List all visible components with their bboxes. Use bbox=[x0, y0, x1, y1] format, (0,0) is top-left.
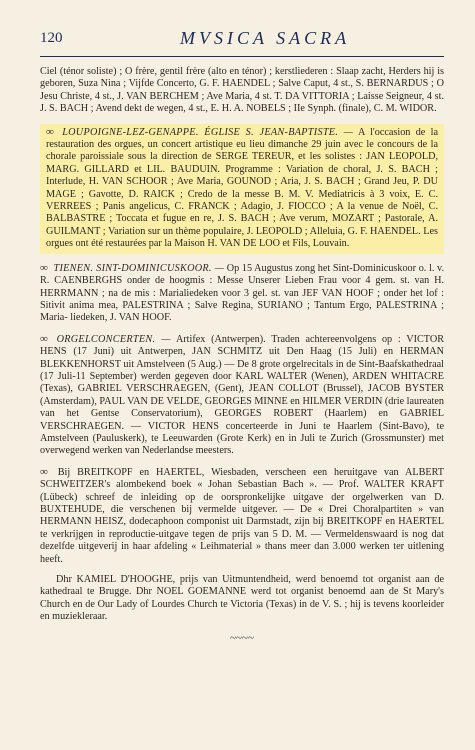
section-body-orgelconcerten: Artifex (Antwerpen). Traden achtereenvolgens op : VICTOR HENS (17 Juni) uit Antwerpen, JAN SCHMITZ uit Den Haag (15 Juli) en HERMAN BLEKKENHORST uit Amstelveen (5 Aug.) — De 8 grote orgelrecitals in de Sint-Baafskathedraal (17 Juli-11 September) werden gegeven door KARL WALTER (Wenen), ARDEN WHITACRE (Texas), GABRIEL VERSCHRAEGEN, (Gent), JEAN COLLOT (Brussel), JACOB BYSTER (Amsterdam), PAUL VAN DE VELDE, GEORGES MINNE en HILMER VERDIN (drie laureaten van het Gentse Conservatorium), GEORGES ROBERT (Haarlem) en GABRIEL VERSCHRAEGEN. — VICTOR HENS concerteerde in Juni te Haarlem (Sint-Bavo), te Amstelveen (Pauluskerk), te Leeuwarden (Grote Kerk) en in Juli te Zurich (Grossmunster) met overwegend werken van Nederlandse meesters. bbox=[40, 333, 445, 457]
paragraph-breitkopf bbox=[40, 466, 444, 566]
section-heading-orgelconcerten: ORGELCONCERTEN. — bbox=[56, 333, 171, 345]
paragraph-continued: Ciel (ténor soliste) ; O frère, gentil frère (alto en ténor) ; kerstliederen : Slaap zacht, Herders hij is geboren, Suza Nina ; Vijfde Concerto, G. F. HAENDEL ; Salve Caput, 4 st., S. BERNARDUS ; O Jesu Christe, 4 st., J. VAN BERCHEM ; Ave Maria, 4 st. T. DA VITTORIA ; Laisse Seigneur, 4 st. J. S. BACH ; Avend dekt de wegen, 4 st., E. H. A. NOBELS ; IIe Synph. (finale), C. M. WIDOR. bbox=[40, 66, 444, 115]
section-heading-tienen: TIENEN. SINT-DOMINICUSKOOR. — bbox=[53, 262, 225, 274]
running-title: MVSICA SACRA bbox=[180, 28, 351, 48]
section-body-loupoigne: A l'occasion de la restauration des orgues, un concert artistique eu lieu dimanche 29 juin avec le concours de la chorale paroissiale sous la direction de SERGE TEREUR, et les solistes : JAN LEOPOLD, MARG. GILLARD et LIL. BAUDUIN. Programme : Variation de choral, J. S. BACH ; Interlude, H. VAN SCHOOR ; Ave Maria, GOUNOD ; Aria, J. S. BACH ; Grand Jeu, P. DU MAGE ; Gavotte, D. RAICK ; Credo de la messe B. M. V. Mediatricis à 3 voix, E. C. VERREES ; Panis angelicus, C. FRANCK ; Adagio, J. FIOCCO ; A la venue de Noël, C. BALBASTRE ; Toccata et fugue en re, J. S. BACH ; Ave verum, MOZART ; Pastorale, A. GUILMANT ; Variation sur un thème populaire, J. LEOPOLD ; Alleluia, G. F. HAENDEL. Les orgues ont été restaurées par la Maison H. VAN DE LOO et Fils, Louvain. bbox=[46, 126, 439, 250]
article-body bbox=[40, 66, 444, 654]
ornament-icon: ∞ bbox=[40, 261, 48, 274]
section-body-breitkopf: Bij BREITKOPF en HAERTEL, Wiesbaden, verscheen een heruitgave van ALBERT SCHWEITZER's alombekend boek « Johan Sebastian Bach ». — Prof. WALTER KRAFT (Lübeck) schreef de inleiding op de oorspronkelijke uitgave der orgelwerken van D. BUXTEHUDE, die verschenen bij vermelde uitgever. — De « Drei Choralpartiten » van HERMANN HEISZ, dodecaphoon componist uit Darmstadt, zijn bij BREITKOPF en HAERTEL te verkrijgen in reproductie-uitgave tegen de prijs van 5 D. M. — Vermeldenswaard is nog dat dezelfde uitgeverij in haar afdeling « Leihmaterial » thans meer dan 3.000 werken ter uitlening heeft. bbox=[40, 466, 444, 565]
header-rule bbox=[40, 56, 444, 57]
page-number: 120 bbox=[40, 30, 63, 46]
end-divider: ~~~~ bbox=[230, 631, 254, 644]
section-body-tienen: Op 15 Augustus zong het Sint-Dominicuskoor o. l. v. R. CAENBERGHS onder de hoogmis : Messe Unserer Lieben Frau voor 4 gem. st. van H. HERRMANN ; na de mis : Marialiedeken voor 3 gel. st. van JEF VAN HOOF ; onder het lof : Sitivit anima mea, PALESTRINA ; Salve Regina, SURIANO ; Tantum Ergo, PALESTRINA ; Maria- liedeken, J. VAN HOOF. bbox=[40, 262, 445, 324]
paragraph-dhooghe: Dhr KAMIEL D'HOOGHE, prijs van Uitmuntendheid, werd benoemd tot organist aan de kathedraal te Brugge. Dhr NOEL GOEMANNE werd tot organist benoemd aan de St Mary's Church en de Our Lady of Lourdes Church te Victoria (Texas) in de V. S. ; hij is tevens koorleider en muziekleraar. bbox=[40, 574, 444, 623]
ornament-icon: ∞ bbox=[46, 125, 54, 138]
paragraph-tienen bbox=[40, 262, 444, 325]
section-heading-loupoigne: LOUPOIGNE-LEZ-GENAPPE. ÉGLISE S. JEAN-BAPTISTE. — bbox=[62, 126, 354, 138]
paragraph-loupoigne bbox=[40, 124, 444, 254]
ornament-icon: ∞ bbox=[40, 332, 48, 345]
ornament-icon: ∞ bbox=[40, 465, 48, 478]
paragraph-orgelconcerten bbox=[40, 333, 444, 458]
running-header bbox=[40, 28, 444, 52]
